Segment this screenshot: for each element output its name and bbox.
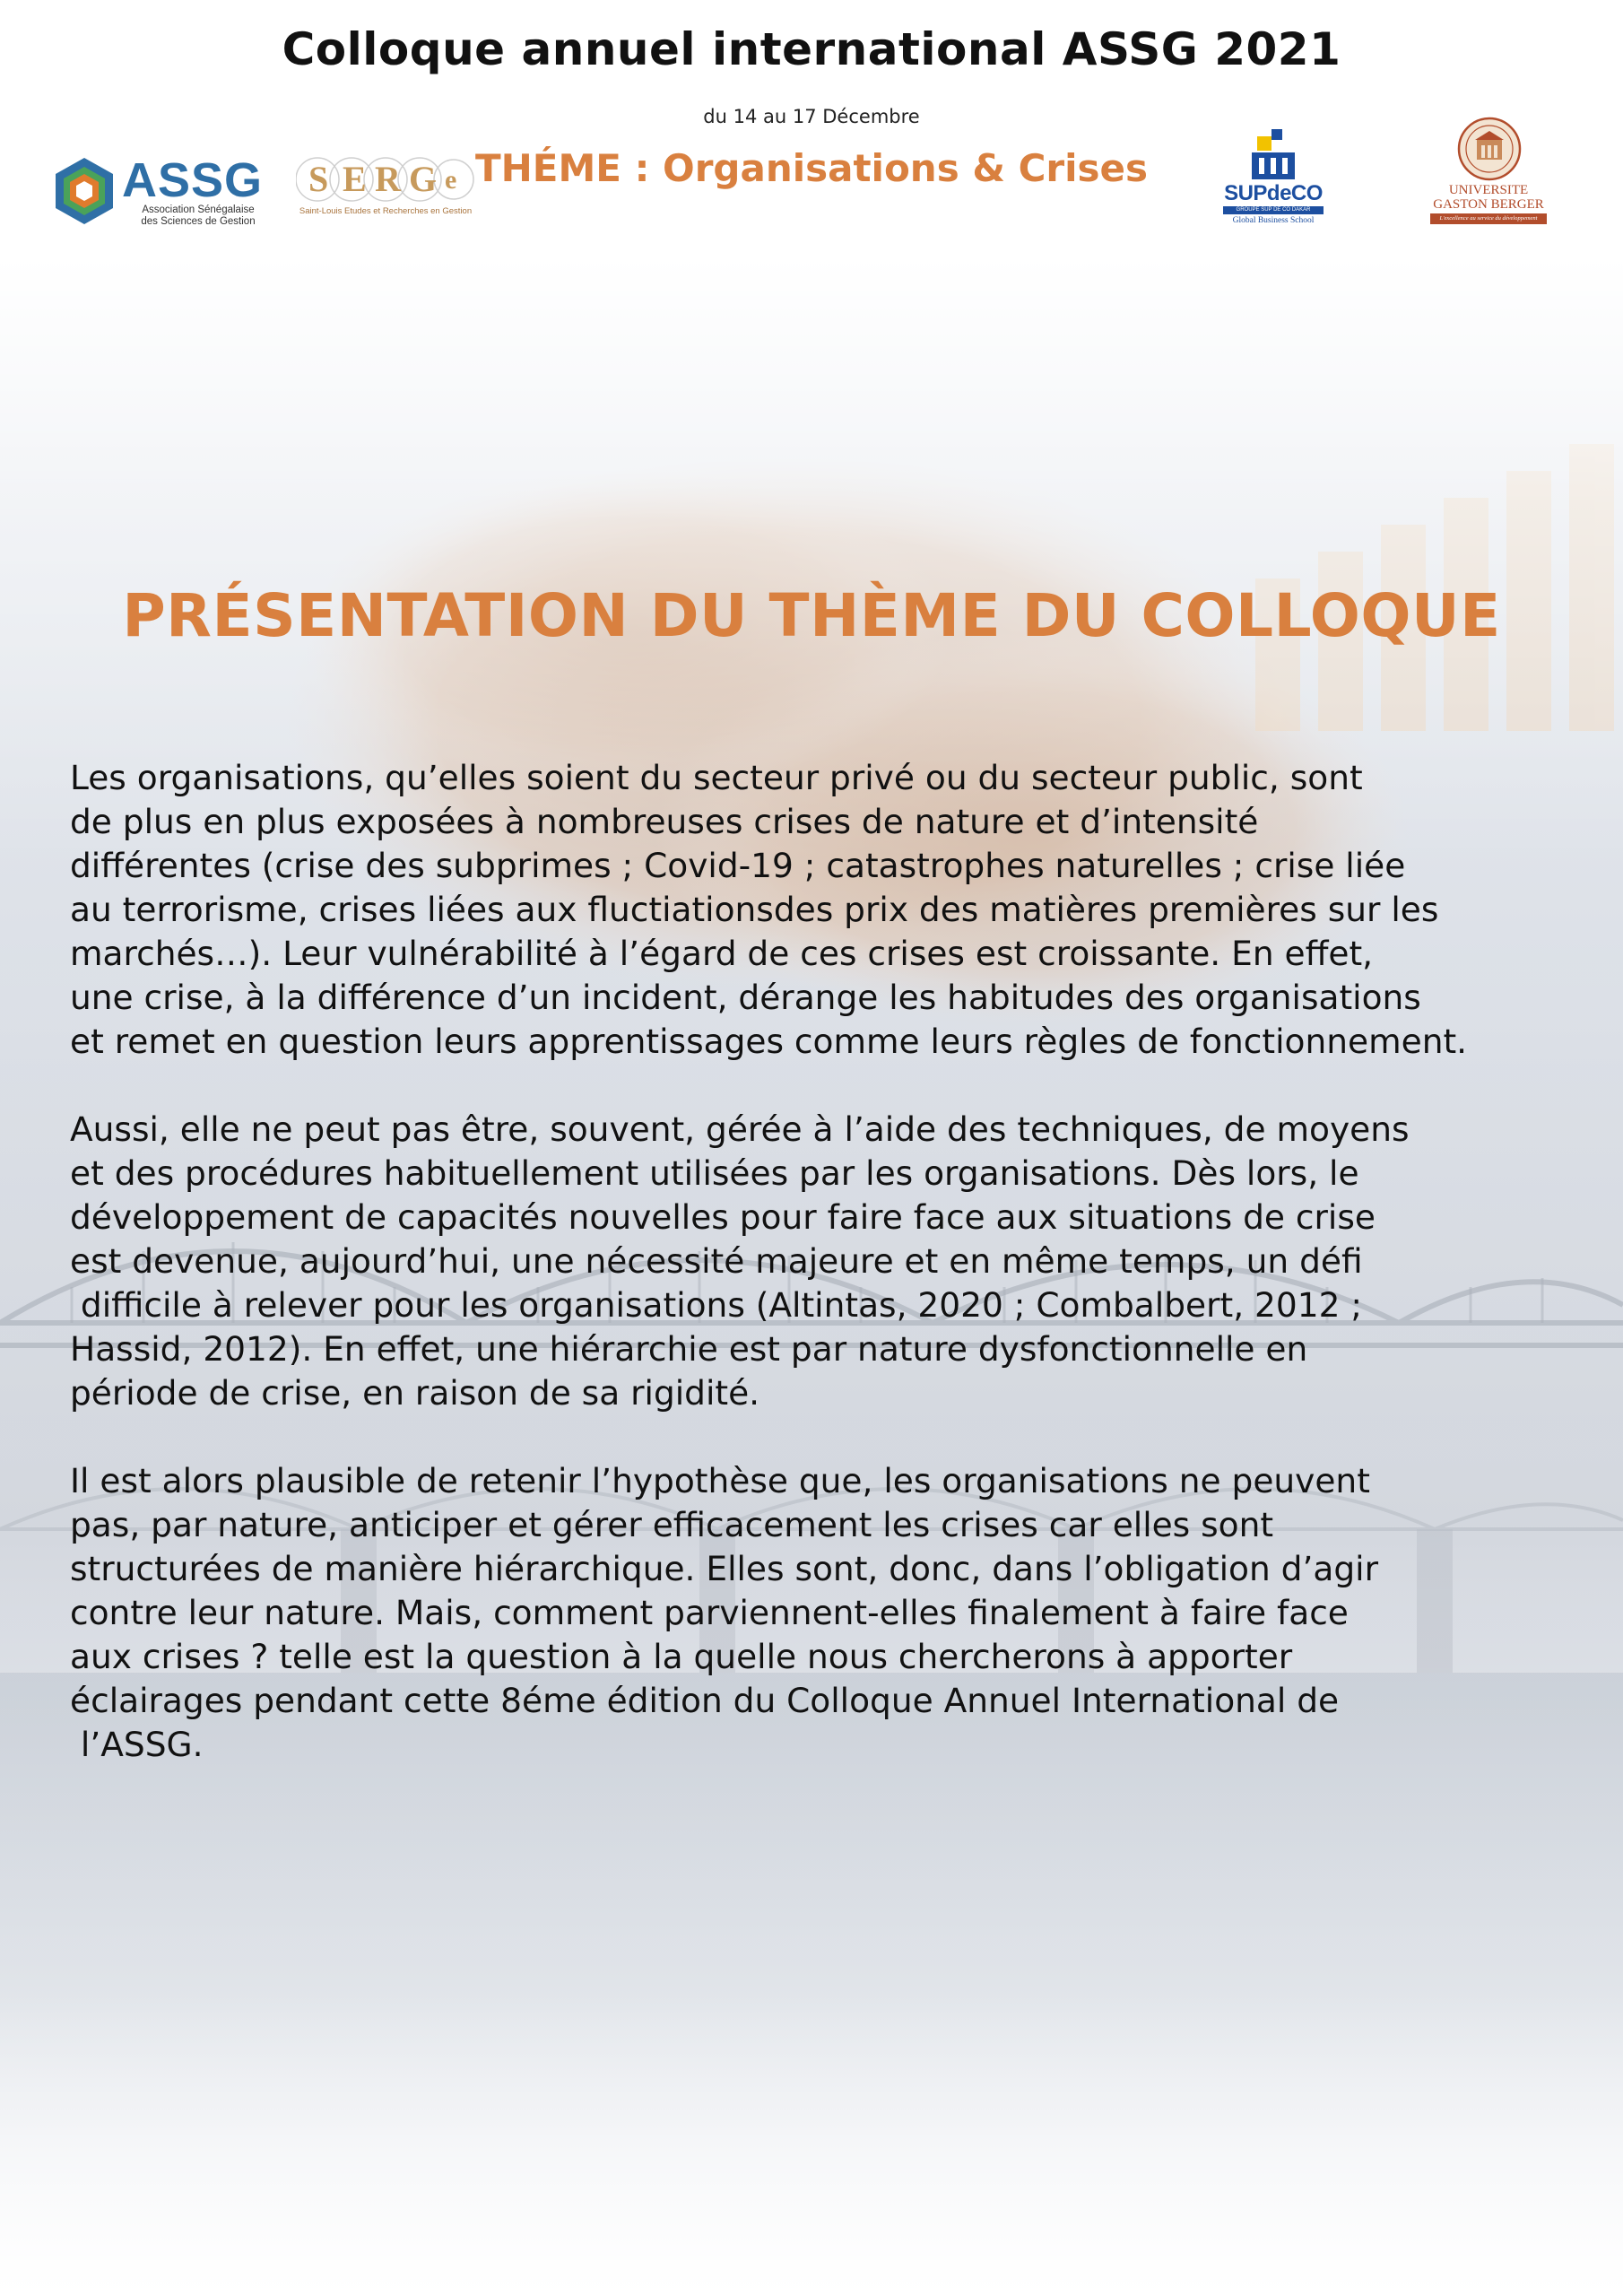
assg-hexagon-icon [54,156,115,226]
supdeco-logo [1219,126,1327,229]
conference-title: Colloque annuel international ASSG 2021 [282,23,1341,75]
serge-letter-s: S [308,159,329,199]
assg-full-name [122,204,274,228]
ugb-name [1421,183,1556,212]
body-text [70,756,1594,1811]
serge-logo [296,142,475,231]
text-line: marchés…). Leur vulnérabilité à l’égard de ces crises est croissante. En effet, [70,934,1374,973]
text-line: difficile à relever pour les organisations (Altintas, 2020 ; Combalbert, 2012 ; [70,1285,1363,1325]
section-heading: PRÉSENTATION DU THÈME DU COLLOQUE [122,581,1501,650]
assg-logo [54,152,269,233]
ugb-seal-icon [1457,117,1522,181]
assg-name-line1: Association Sénégalaise [142,204,255,215]
text-line: pas, par nature, anticiper et gérer efficacement les crises car elles sont [70,1505,1274,1544]
serge-letter-r: R [375,159,401,199]
ugb-name-line1: UNIVERSITE [1448,183,1529,197]
text-line: de plus en plus exposées à nombreuses crises de nature et d’intensité [70,802,1259,841]
supdeco-wordmark: SUPdeCO [1224,181,1323,205]
text-line: l’ASSG. [70,1725,204,1764]
text-line: éclairages pendant cette 8éme édition du Colloque Annuel International de [70,1681,1340,1720]
paragraph-1 [70,756,1594,1064]
header [0,0,1623,256]
supdeco-strip: GROUPE SUP DE CO DAKAR [1223,206,1324,214]
text-line: structurées de manière hiérarchique. Elles sont, donc, dans l’obligation d’agir [70,1549,1379,1588]
ugb-motto: L'excellence au service du développement [1430,213,1547,224]
assg-acronym: ASSG [122,153,264,207]
text-line: différentes (crise des subprimes ; Covid-19 ; catastrophes naturelles ; crise liée [70,846,1406,885]
ugb-name-line2: GASTON BERGER [1433,197,1544,212]
serge-letter-row [296,152,475,206]
text-line: contre leur nature. Mais, comment parviennent-elles finalement à faire face [70,1593,1349,1632]
serge-letter-e-small: e [445,165,457,195]
serge-letter-g: G [409,159,438,199]
paragraph-2 [70,1108,1594,1415]
text-line: une crise, à la différence d’un incident, dérange les habitudes des organisations [70,978,1421,1017]
supdeco-emblem-icon [1245,126,1302,181]
text-line: Il est alors plausible de retenir l’hypothèse que, les organisations ne peuvent [70,1461,1370,1500]
text-line: développement de capacités nouvelles pour faire face aux situations de crise [70,1197,1376,1237]
text-line: est devenue, aujourd’hui, une nécessité majeure et en même temps, un défi [70,1241,1363,1281]
conference-dates: du 14 au 17 Décembre [703,106,920,127]
text-line: et remet en question leurs apprentissages comme leurs règles de fonctionnement. [70,1022,1468,1061]
theme-label: THÉME : [474,146,650,190]
serge-letter-e: E [343,159,367,199]
text-line: Hassid, 2012). En effet, une hiérarchie est par nature dysfonctionnelle en [70,1329,1308,1369]
assg-name-line2: des Sciences de Gestion [141,216,256,227]
serge-subtitle: Saint-Louis Etudes et Recherches en Gestion [299,206,473,216]
text-line: aux crises ? telle est la question à la quelle nous chercherons à apporter [70,1637,1293,1676]
text-line: et des procédures habituellement utilisées par les organisations. Dès lors, le [70,1153,1359,1193]
ugb-logo [1421,117,1556,233]
text-line: au terrorisme, crises liées aux fluctiationsdes prix des matières premières sur les [70,890,1439,929]
text-line: Aussi, elle ne peut pas être, souvent, gérée à l’aide des techniques, de moyens [70,1109,1410,1149]
paragraph-3 [70,1459,1594,1767]
theme-value: Organisations & Crises [663,146,1148,190]
text-line: période de crise, en raison de sa rigidité. [70,1373,760,1413]
text-line: Les organisations, qu’elles soient du secteur privé ou du secteur public, sont [70,758,1363,797]
supdeco-tagline: Global Business School [1232,216,1315,225]
